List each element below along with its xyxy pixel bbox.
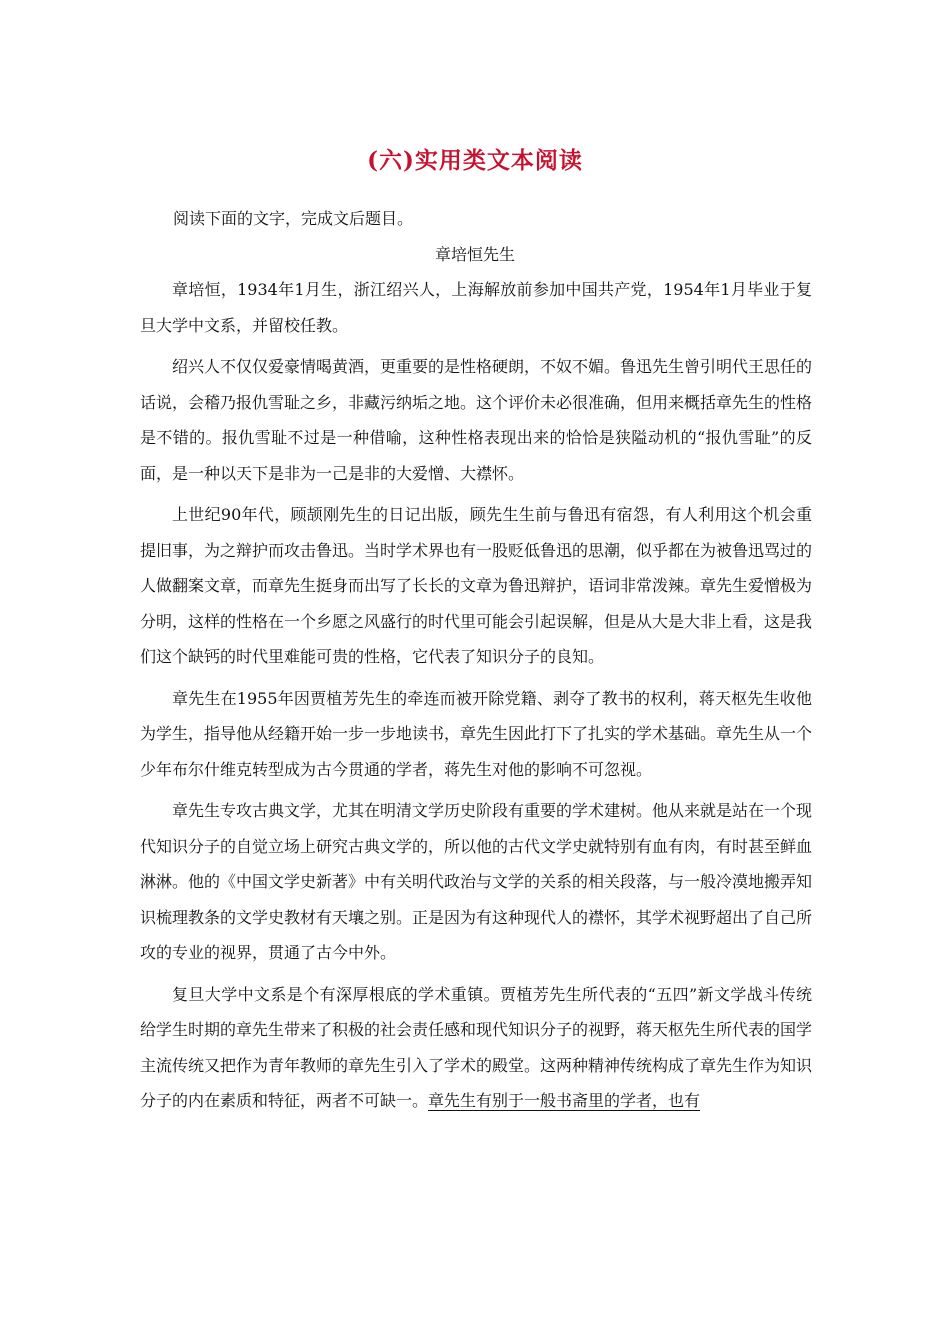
section-title: (六)实用类文本阅读 xyxy=(367,147,583,174)
paragraph: 章先生专攻古典文学，尤其在明清文学历史阶段有重要的学术建树。他从来就是站在一个现代知识分子的自觉立场上研究古典文学的，所以他的古代文学史就特别有血有肉，有时甚至鲜血淋淋。他的《中国文学史新著》中有关明代政治与文学的关系的相关段落，与一般冷漠地搬弄知识梳理教条的文学史教材有天壤之别。正是因为有这种现代人的襟怀，其学术视野超出了自己所攻的专业的视界，贯通了古今中外。 xyxy=(140,801,813,962)
article-body xyxy=(140,272,812,1125)
paragraph-last xyxy=(140,977,812,1119)
underlined-sentence: 章先生有别于一般书斋里的学者，也有 xyxy=(428,1091,701,1110)
paragraph: 章先生在1955年因贾植芳先生的牵连而被开除党籍、剥夺了教书的权利，蒋天枢先生收他为学生，指导他从经籍开始一步一步地读书，章先生因此打下了扎实的学术基础。章先生从一个少年布尔什维克转型成为古今贯通的学者，蒋先生对他的影响不可忽视。 xyxy=(140,688,813,779)
article-title: 章培恒先生 xyxy=(434,245,515,264)
paragraph-last-text: 复旦大学中文系是个有深厚根底的学术重镇。贾植芳先生所代表的“五四”新文学战斗传统给学生时期的章先生带来了积极的社会责任感和现代知识分子的视野，蒋天枢先生所代表的国学主流传统又把作为青年教师的章先生引入了学术的殿堂。这两种精神传统构成了章先生作为知识分子的内在素质和特征，两者不可缺一。 xyxy=(140,984,813,1110)
paragraph: 绍兴人不仅仅爱豪情喝黄酒，更重要的是性格硬朗，不奴不媚。鲁迅先生曾引明代王思任的话说，会稽乃报仇雪耻之乡，非藏污纳垢之地。这个评价未必很准确，但用来概括章先生的性格是不错的。报仇雪耻不过是一种借喻，这种性格表现出来的恰恰是狭隘动机的“报仇雪耻”的反面，是一种以天下是非为一己是非的大爱憎、大襟怀。 xyxy=(140,357,813,483)
paragraph: 章培恒，1934年1月生，浙江绍兴人，上海解放前参加中国共产党，1954年1月毕业于复旦大学中文系，并留校任教。 xyxy=(140,280,812,335)
paragraph: 上世纪90年代，顾颉刚先生的日记出版，顾先生生前与鲁迅有宿怨，有人利用这个机会重提旧事，为之辩护而攻击鲁迅。当时学术界也有一股贬低鲁迅的思潮，似乎都在为被鲁迅骂过的人做翻案文章，而章先生挺身而出写了长长的文章为鲁迅辩护，语词非常泼辣。章先生爱憎极为分明，这样的性格在一个乡愿之风盛行的时代里可能会引起误解，但是从大是大非上看，这是我们这个缺钙的时代里难能可贵的性格，它代表了知识分子的良知。 xyxy=(140,505,813,666)
instruction-text: 阅读下面的文字，完成文后题目。 xyxy=(173,209,414,228)
